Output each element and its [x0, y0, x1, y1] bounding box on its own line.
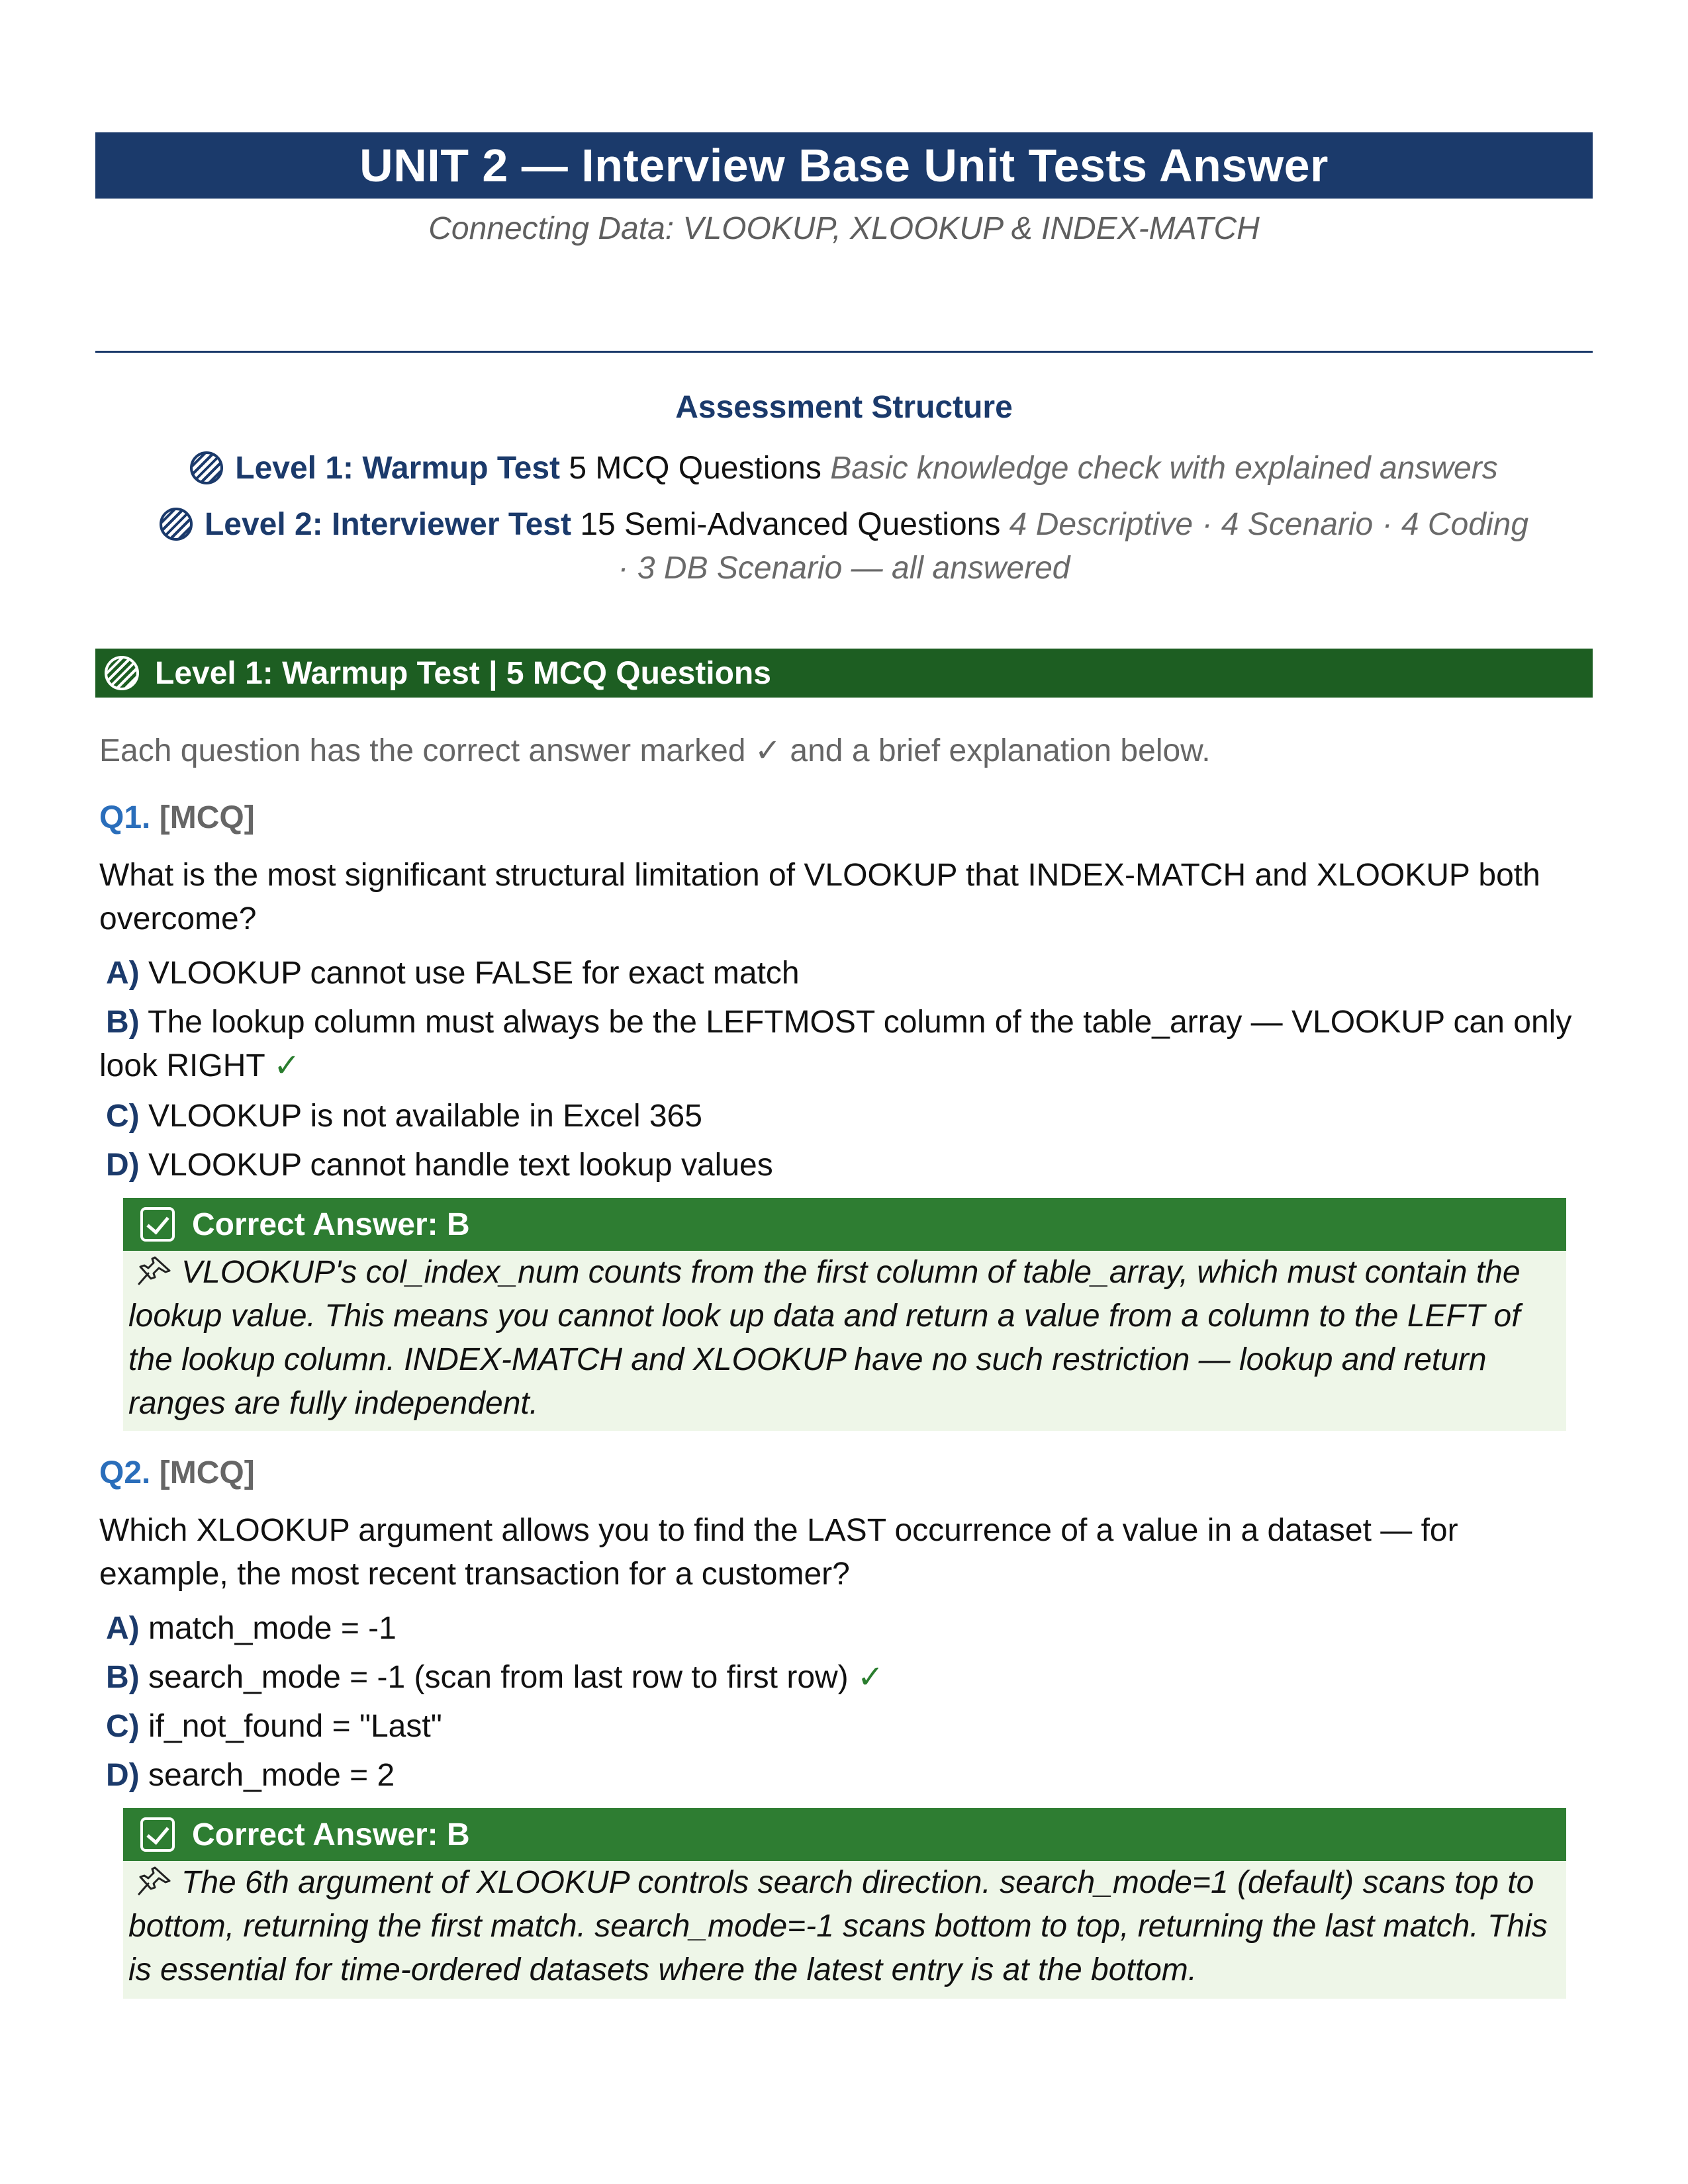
section-title: Level 1: Warmup Test | 5 MCQ Questions: [155, 655, 771, 691]
option-letter: A): [106, 956, 140, 991]
option-letter: A): [106, 1611, 140, 1646]
option-d: [99, 1754, 1582, 1797]
level-description: 4 Descriptive · 4 Scenario · 4 Coding: [1009, 507, 1529, 542]
option-letter: D): [106, 1758, 140, 1793]
correct-check-icon: ✓: [273, 1048, 301, 1083]
assessment-level-1: [95, 447, 1593, 490]
option-d: [99, 1144, 1582, 1187]
level-description: Basic knowledge check with explained answers: [830, 451, 1498, 486]
pushpin-icon: [135, 1862, 179, 1897]
checkbox-check-icon: [140, 1207, 175, 1242]
option-b: [99, 1001, 1582, 1088]
assessment-level-2: [95, 503, 1593, 590]
explanation-text: VLOOKUP's col_index_num counts from the first column of table_array, which must contain the lookup value. This means you cannot look up data and return a value from a column to the LEFT of the lookup column. INDEX-MATCH and XLOOKUP have no such restriction — lookup and return ranges are fully independent.: [128, 1255, 1521, 1421]
hatched-circle-icon: [190, 451, 223, 484]
level-count: 5 MCQ Questions: [569, 451, 821, 486]
option-letter: C): [106, 1099, 140, 1134]
option-letter: B): [106, 1660, 140, 1695]
answer-explanation: [123, 1251, 1566, 1431]
option-a: [99, 1607, 1582, 1651]
option-text: search_mode = -1 (scan from last row to first row): [148, 1660, 849, 1695]
option-text: if_not_found = "Last": [148, 1709, 442, 1744]
level-description-continued: · 3 DB Scenario — all answered: [618, 551, 1070, 586]
question-number: Q1.: [99, 800, 151, 835]
checkbox-check-icon: [140, 1817, 175, 1852]
option-letter: D): [106, 1148, 140, 1183]
question-text: What is the most significant structural limitation of VLOOKUP that INDEX-MATCH and XLOOKUP both overcome?: [99, 858, 1540, 936]
question-tag: [MCQ]: [159, 800, 255, 835]
option-c: [99, 1095, 1582, 1138]
page-subtitle: Connecting Data: VLOOKUP, XLOOKUP & INDEX-MATCH: [428, 211, 1260, 246]
option-a: [99, 952, 1582, 995]
option-c: [99, 1705, 1582, 1749]
level-count: 15 Semi-Advanced Questions: [580, 507, 1001, 542]
question-header: [99, 1455, 255, 1491]
pushpin-icon: [135, 1252, 179, 1287]
explanation-text: The 6th argument of XLOOKUP controls search direction. search_mode=1 (default) scans top to bottom, returning the first match. search_mode=-1 scans bottom to top, returning the last match. This is essential for time-ordered datasets where the latest entry is at the bottom.: [128, 1865, 1548, 1987]
option-text: VLOOKUP is not available in Excel 365: [148, 1099, 702, 1134]
option-text: VLOOKUP cannot use FALSE for exact match: [148, 956, 800, 991]
option-text: search_mode = 2: [148, 1758, 395, 1793]
title-banner: [95, 132, 1593, 199]
section-header: [95, 649, 1593, 698]
option-letter: C): [106, 1709, 140, 1744]
option-text: match_mode = -1: [148, 1611, 397, 1646]
option-text: VLOOKUP cannot handle text lookup values: [148, 1148, 773, 1183]
level-name: Level 2: Interviewer Test: [204, 507, 571, 542]
question-number: Q2.: [99, 1455, 151, 1490]
divider: [95, 351, 1593, 353]
option-letter: B): [106, 1005, 140, 1040]
answer-explanation: [123, 1861, 1566, 1999]
level-name: Level 1: Warmup Test: [235, 451, 561, 486]
section-intro: Each question has the correct answer marked ✓ and a brief explanation below.: [99, 733, 1211, 768]
hatched-circle-icon: [105, 656, 139, 690]
question-tag: [MCQ]: [159, 1455, 255, 1490]
answer-header: [123, 1808, 1566, 1861]
question-header: [99, 799, 255, 836]
assessment-heading: Assessment Structure: [675, 390, 1013, 425]
option-b: [99, 1656, 1582, 1700]
question-text: Which XLOOKUP argument allows you to find the LAST occurrence of a value in a dataset — for example, the most recent transaction for a customer?: [99, 1513, 1458, 1592]
answer-label: Correct Answer: B: [192, 1206, 470, 1242]
answer-label: Correct Answer: B: [192, 1817, 470, 1852]
answer-header: [123, 1198, 1566, 1251]
page-title: UNIT 2 — Interview Base Unit Tests Answer: [359, 140, 1329, 191]
hatched-circle-icon: [160, 508, 193, 541]
correct-check-icon: ✓: [857, 1660, 884, 1695]
option-text: The lookup column must always be the LEFTMOST column of the table_array — VLOOKUP can only look RIGHT: [99, 1005, 1572, 1083]
